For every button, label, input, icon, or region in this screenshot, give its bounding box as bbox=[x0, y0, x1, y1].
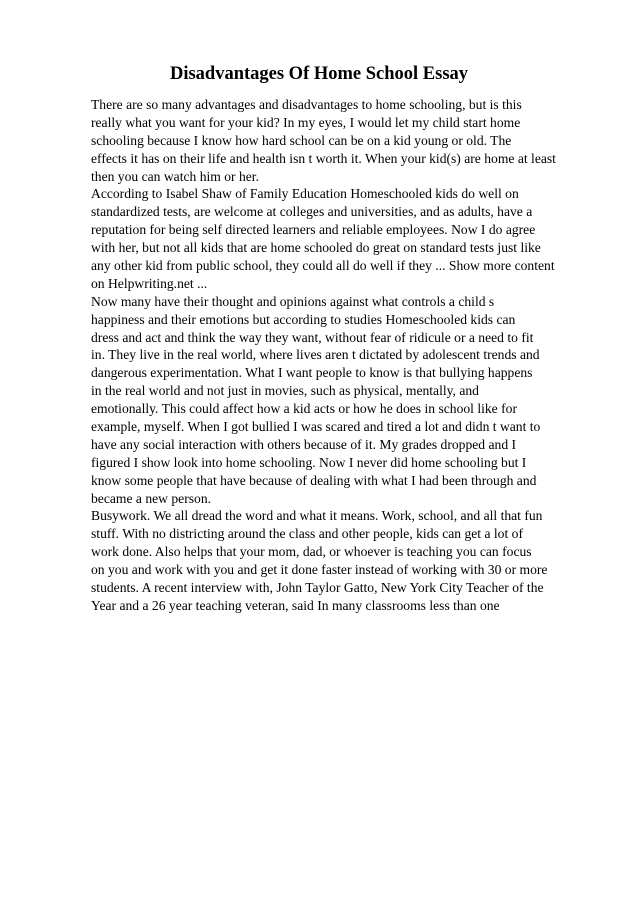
text-line: really what you want for your kid? In my eyes, I would let my child start home bbox=[91, 114, 521, 130]
text-line: Now many have their thought and opinions against what controls a child s bbox=[91, 293, 495, 309]
text-line: know some people that have because of dealing with what I had been through and bbox=[91, 472, 537, 488]
text-line: Busywork. We all dread the word and what it means. Work, school, and all that fun bbox=[91, 508, 543, 524]
text-line: in. They live in the real world, where lives aren t dictated by adolescent trends and bbox=[91, 347, 540, 363]
text-line: reputation for being self directed learners and reliable employees. Now I do agree bbox=[91, 222, 536, 238]
text-line: on Helpwriting.net ... bbox=[91, 275, 208, 291]
text-line: work done. Also helps that your mom, dad, or whoever is teaching you can focus bbox=[91, 544, 532, 560]
document-body bbox=[91, 96, 611, 615]
text-line: According to Isabel Shaw of Family Education Homeschooled kids do well on bbox=[91, 186, 519, 202]
text-line: in the real world and not just in movies, such as physical, mentally, and bbox=[91, 383, 479, 399]
text-line: standardized tests, are welcome at colleges and universities, and as adults, have a bbox=[91, 204, 533, 220]
text-line: figured I show look into home schooling. Now I never did home schooling but I bbox=[91, 454, 527, 470]
text-line: example, myself. When I got bullied I was scared and tired a lot and didn t want to bbox=[91, 419, 541, 435]
text-line: with her, but not all kids that are home schooled do great on standard tests just like bbox=[91, 240, 541, 256]
text-line: dress and act and think the way they want, without fear of ridicule or a need to fit bbox=[91, 329, 534, 345]
text-line: any other kid from public school, they could all do well if they ... Show more content bbox=[91, 258, 555, 274]
text-line: There are so many advantages and disadvantages to home schooling, but is this bbox=[91, 97, 522, 112]
text-line: on you and work with you and get it done faster instead of working with 30 or more bbox=[91, 562, 548, 578]
text-line: students. A recent interview with, John Taylor Gatto, New York City Teacher of the bbox=[91, 580, 544, 596]
text-line: stuff. With no districting around the class and other people, kids can get a lot of bbox=[91, 526, 523, 542]
text-line: became a new person. bbox=[91, 490, 212, 506]
text-line: Year and a 26 year teaching veteran, said In many classrooms less than one bbox=[91, 597, 500, 613]
text-line: happiness and their emotions but according to studies Homeschooled kids can bbox=[91, 311, 516, 327]
text-line: emotionally. This could affect how a kid acts or how he does in school like for bbox=[91, 401, 517, 417]
text-line: effects it has on their life and health isn t worth it. When your kid(s) are home at least bbox=[91, 150, 556, 166]
text-line: then you can watch him or her. bbox=[91, 168, 259, 184]
text-line: have any social interaction with others because of it. My grades dropped and I bbox=[91, 436, 517, 452]
text-line: schooling because I know how hard school can be on a kid young or old. The bbox=[91, 132, 512, 148]
text-line: dangerous experimentation. What I want people to know is that bullying happens bbox=[91, 365, 533, 381]
document-title: Disadvantages Of Home School Essay bbox=[169, 64, 469, 84]
